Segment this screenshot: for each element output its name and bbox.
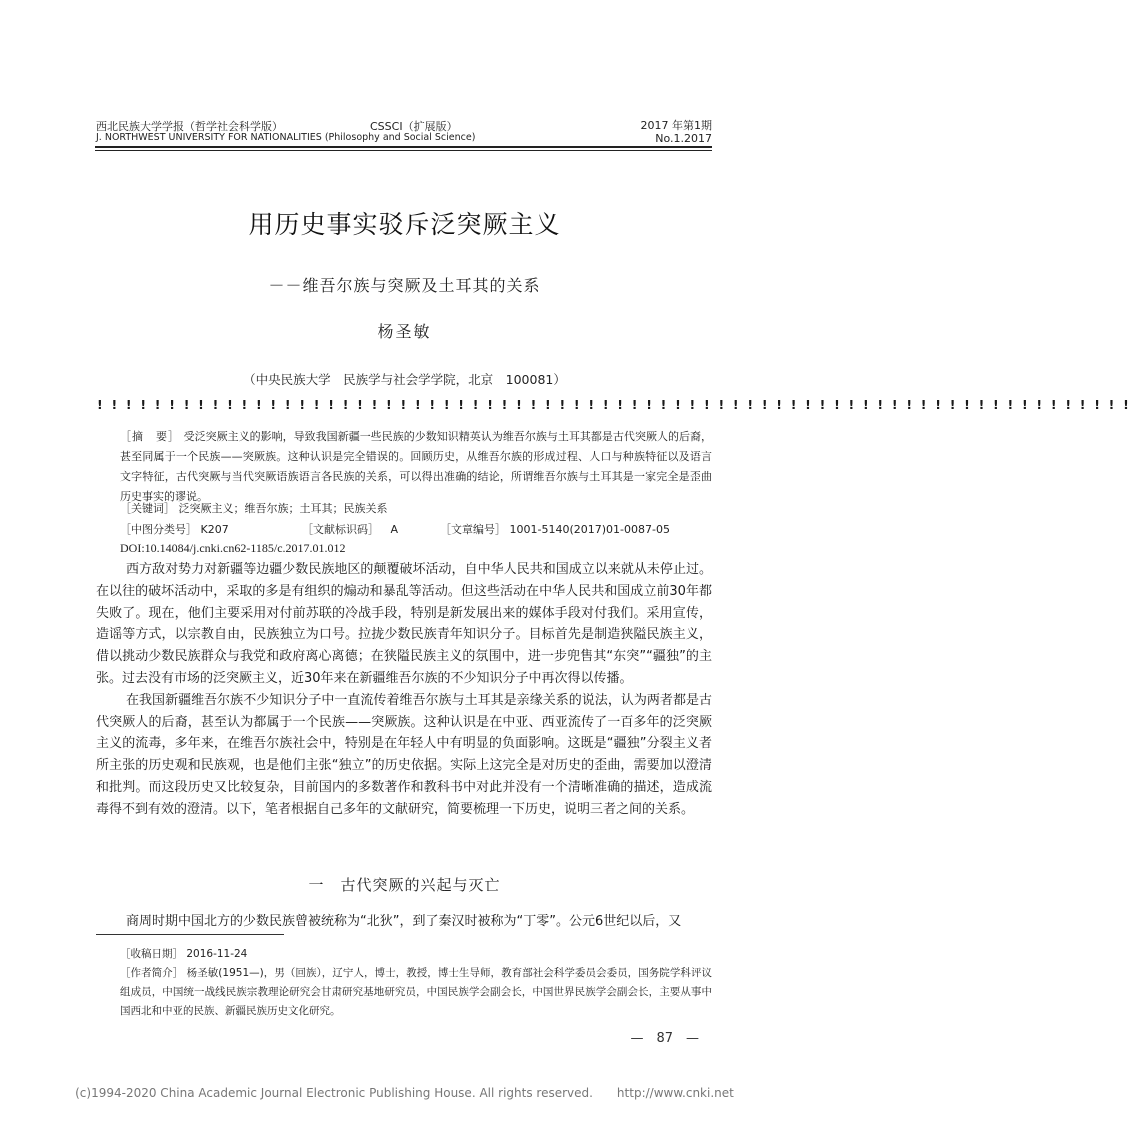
- abstract-block: [120, 427, 712, 507]
- keywords: [120, 500, 388, 516]
- abstract-text: 受泛突厥主义的影响，导致我国新疆一些民族的少数知识精英认为维吾尔族与土耳其都是古代突厥人的后裔，甚至同属于一个民族——突厥族。这种认识是完全错误的。回顾历史，从维吾尔族的形成过程、人口与种族特征以及语言文字特征，古代突厥与当代突厥语族语言各民族的关系，可以得出准确的结论，所谓维吾尔族与土耳其是一家完全是歪曲历史事实的谬说。: [120, 430, 713, 503]
- header-rule-thin: [95, 150, 712, 151]
- author-affiliation: （中央民族大学 民族学与社会学学院，北京 100081）: [243, 372, 566, 387]
- journal-title-en: J. NORTHWEST UNIVERSITY FOR NATIONALITIES (Philosophy and Social Science): [96, 132, 476, 143]
- paragraph-3: 商周时期中国北方的少数民族曾被统称为“北狄”，到了秦汉时被称为“丁零”。公元6世纪以后，又: [126, 914, 682, 929]
- section-heading: 一 古代突厥的兴起与灭亡: [308, 876, 501, 894]
- doc-code: [302, 521, 398, 537]
- page-number: — 87 —: [630, 1031, 699, 1046]
- article-title: 用历史事实驳斥泛突厥主义: [248, 210, 561, 239]
- footnotes: [120, 945, 712, 1021]
- issue-cn: 2017 年第1期: [640, 119, 712, 132]
- received-label: ［收稿日期］: [120, 948, 183, 960]
- body-section-1: [96, 911, 712, 933]
- body-section-intro: [96, 559, 712, 821]
- clc-label: ［中图分类号］: [120, 523, 197, 536]
- author-bio-label: ［作者简介］: [120, 967, 184, 979]
- keywords-text: 泛突厥主义；维吾尔族；土耳其；民族关系: [178, 502, 388, 515]
- journal-title-cn: 西北民族大学学报（哲学社会科学版）: [96, 120, 283, 133]
- abstract: [120, 427, 712, 507]
- footnote-rule: [96, 934, 284, 935]
- keywords-label: ［关键词］: [120, 502, 175, 515]
- author-bio: [120, 964, 712, 1021]
- received-value: 2016-11-24: [186, 948, 248, 960]
- doc-value: A: [390, 523, 399, 536]
- doi: DOI:10.14084/j.cnki.cn62-1185/c.2017.01.012: [120, 541, 346, 555]
- separator-line: ! ! ! ! ! ! ! ! ! ! ! ! ! ! ! ! ! ! ! ! ! ! ! ! ! ! ! ! ! ! ! ! ! ! ! ! ! ! ! ! ! ! ! ! ! ! ! ! ! ! ! ! ! ! ! ! ! ! ! ! ! ! ! ! ! ! ! ! ! ! ! !: [97, 397, 1131, 412]
- abstract-label: ［摘 要］: [120, 430, 181, 443]
- art-label: ［文章编号］: [440, 523, 506, 536]
- article-number: [440, 521, 670, 537]
- paragraph-1: 西方敌对势力对新疆等边疆少数民族地区的颠覆破坏活动，自中华人民共和国成立以来就从未停止过。在以往的破坏活动中，采取的多是有组织的煽动和暴乱等活动。但这些活动在中华人民共和国成立前30年都失败了。现在，他们主要采用对付前苏联的冷战手段，特别是新发展出来的媒体手段对付我们。采用宣传，造谣等方式，以宗教自由，民族独立为口号。拉拢少数民族青年知识分子。目标首先是制造狭隘民族主义，借以挑动少数民族群众与我党和政府离心离德；在狭隘民族主义的氛围中，进一步兜售其“东突”“疆独”的主张。过去没有市场的泛突厥主义，近30年来在新疆维吾尔族的不少知识分子中再次得以传播。: [96, 562, 712, 686]
- clc-number: [120, 521, 229, 537]
- copyright-footer: (c)1994-2020 China Academic Journal Electronic Publishing House. All rights reserved. http://www.cnki.net: [75, 1086, 734, 1100]
- article-author: 杨圣敏: [377, 322, 432, 341]
- received-date: [120, 945, 712, 964]
- header-rule-thick: [95, 146, 712, 148]
- art-value: 1001-5140(2017)01-0087-05: [509, 523, 670, 536]
- doc-label: ［文献标识码］: [302, 523, 379, 536]
- issue-en: No.1.2017: [655, 132, 712, 145]
- index-label: CSSCI（扩展版）: [370, 120, 458, 133]
- article-subtitle: －－维吾尔族与突厥及土耳其的关系: [268, 276, 541, 295]
- clc-value: K207: [200, 523, 229, 536]
- paragraph-2: 在我国新疆维吾尔族不少知识分子中一直流传着维吾尔族与土耳其是亲缘关系的说法，认为两者都是古代突厥人的后裔，甚至认为都属于一个民族——突厥族。这种认识是在中亚、西亚流传了一百多年的泛突厥主义的流毒，多年来，在维吾尔族社会中，特别是在年轻人中有明显的负面影响。这既是“疆独”分裂主义者所主张的历史观和民族观，也是他们主张“独立”的历史依据。实际上这完全是对历史的歪曲，需要加以澄清和批判。而这段历史又比较复杂，目前国内的多数著作和教科书中对此并没有一个清晰准确的描述，造成流毒得不到有效的澄清。以下，笔者根据自己多年的文献研究，简要梳理一下历史，说明三者之间的关系。: [96, 692, 712, 817]
- author-bio-text: 杨圣敏(1951—)，男（回族），辽宁人，博士，教授，博士生导师，教育部社会科学委员会委员，国务院学科评议组成员，中国统一战线民族宗教理论研究会甘肃研究基地研究员，中国民族学会副会长，中国世界民族学会副会长，主要从事中国西北和中亚的民族、新疆民族历史文化研究。: [120, 967, 712, 1017]
